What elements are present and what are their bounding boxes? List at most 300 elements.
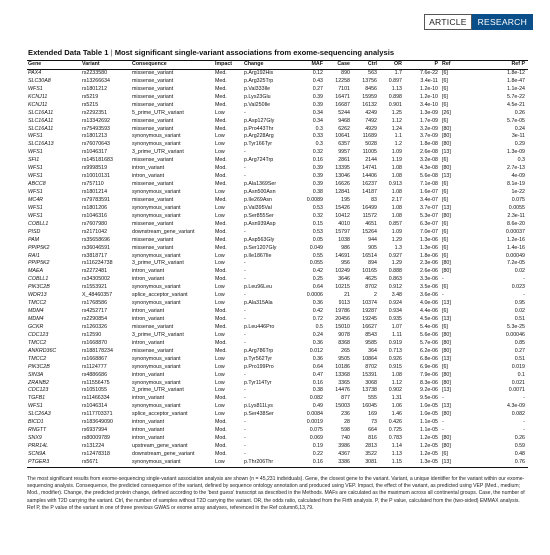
cell-maf: 0.0084 <box>306 411 323 418</box>
cell-ref-p: 8.1e-19 <box>507 181 525 188</box>
cell-ref: [13] <box>442 149 451 156</box>
cell-variant: rs1124777 <box>82 363 107 370</box>
cell-impact: Low <box>214 459 243 467</box>
cell-impact: Low <box>215 379 225 386</box>
cell-case: 12841 <box>335 189 350 195</box>
col-consequence: Consequence <box>131 61 214 70</box>
cell-p: 3.7e-09 <box>420 133 438 140</box>
cell-variant: rs10010131 <box>82 173 110 180</box>
cell-maf: 0.36 <box>312 300 323 307</box>
cell-or: 0.934 <box>388 308 402 315</box>
cell-case: 598 <box>341 427 350 434</box>
cell-or: 1.07 <box>391 323 402 330</box>
cell-or: 0.713 <box>388 347 402 354</box>
cell-variant: rs13342692 <box>82 117 110 124</box>
cell-p: 5.6e-06 <box>420 331 438 338</box>
cell-variant: rs80009789 <box>82 435 110 442</box>
cell-impact: Med. <box>215 85 227 92</box>
cell-consequence: upstream_gene_variant <box>132 443 188 449</box>
cell-variant: rs35658696 <box>82 236 110 243</box>
cell-impact: Med. <box>215 181 227 188</box>
cell-change: p.Val250Ile <box>244 101 271 108</box>
cell-change: - <box>244 292 246 299</box>
cell-ref: [6] <box>442 196 448 203</box>
cell-ctrl: 15391 <box>362 371 377 378</box>
cell-gene: SFI1 <box>28 157 40 164</box>
cell-gene: PAM <box>28 236 40 243</box>
cell-p: 6.8e-06 <box>420 355 438 362</box>
cell-p: 3.6e-06 <box>420 292 438 299</box>
cell-change: p.Arg724Trp <box>244 157 274 164</box>
cell-change: p.Ala1369Ser <box>244 181 277 188</box>
title-separator: | <box>110 48 113 57</box>
cell-change: - <box>244 149 246 156</box>
cell-ref: [6] <box>442 69 448 76</box>
cell-case: 15003 <box>335 403 350 410</box>
cell-maf: 0.32 <box>312 149 323 156</box>
cell-variant: rs117703371 <box>82 411 113 418</box>
cell-variant: rs145181683 <box>82 157 113 164</box>
cell-ctrl: 73 <box>371 419 377 426</box>
cell-change: p.Arg786Trp <box>244 347 274 354</box>
cell-impact: Med. <box>215 117 227 124</box>
cell-case: 13368 <box>335 371 350 378</box>
cell-ctrl: 14741 <box>362 165 377 172</box>
cell-or: 1.29 <box>391 236 402 243</box>
cell-impact: Mod. <box>215 165 227 172</box>
table-row <box>27 118 528 126</box>
cell-ref: - <box>442 292 444 299</box>
cell-impact: Low <box>215 284 225 291</box>
col-impact: Impact <box>214 61 243 70</box>
cell-case: 20456 <box>335 316 350 322</box>
cell-gene: CDC123 <box>28 331 49 338</box>
cell-case: 890 <box>341 69 350 76</box>
cell-case: 9505 <box>338 355 350 362</box>
cell-variant: rs116234738 <box>82 260 113 267</box>
cell-consequence: synonymous_variant <box>132 379 181 386</box>
cell-maf: 0.012 <box>309 347 323 354</box>
cell-impact: Med. <box>215 244 227 251</box>
cell-ref: [80] <box>442 212 451 219</box>
cell-consequence: intron_variant <box>132 427 165 434</box>
cell-ref: [26] <box>442 109 451 116</box>
cell-consequence: downstream_gene_variant <box>132 228 195 235</box>
cell-ctrl: 13756 <box>362 77 377 84</box>
cell-ref-p: 8.6e-20 <box>507 220 525 227</box>
cell-p: 1.3e-09 <box>420 109 438 116</box>
cell-change: p.Pro199Pro <box>244 363 274 370</box>
cell-ref-p: - <box>523 292 525 299</box>
table-row <box>27 69 528 77</box>
cell-ctrl: 16045 <box>362 403 377 410</box>
cell-ctrl: 816 <box>368 435 377 442</box>
cell-change: p.Arg228Arg <box>244 133 274 140</box>
cell-case: 16471 <box>335 93 350 100</box>
cell-gene: PRR14L <box>28 443 49 449</box>
cell-ref: [80] <box>442 435 451 442</box>
cell-case: 877 <box>341 395 350 402</box>
cell-p: 1.3e-06 <box>420 244 438 251</box>
cell-case: 265 <box>341 347 350 354</box>
cell-case: 195 <box>341 196 350 203</box>
cell-change: - <box>244 395 246 402</box>
cell-case: 16626 <box>335 181 350 188</box>
cell-variant: rs2292351 <box>82 109 108 116</box>
cell-case: 10412 <box>335 212 350 219</box>
cell-or: 1.25 <box>391 109 402 116</box>
cell-ref-p: 0.26 <box>514 109 525 116</box>
cell-variant: rs131224 <box>82 443 105 449</box>
cell-maf: 0.16 <box>312 157 323 164</box>
cell-ref-p: - <box>523 427 525 434</box>
cell-variant: rs2233580 <box>82 69 108 76</box>
cell-ref: - <box>442 395 444 402</box>
cell-consequence: missense_variant <box>132 181 174 188</box>
cell-gene: WFS1 <box>28 204 43 211</box>
cell-p: 3.7e-07 <box>420 204 438 211</box>
cell-change: p.Tyr166Tyr <box>244 141 272 148</box>
cell-impact: Low <box>215 141 225 148</box>
cell-ref: [6] <box>442 77 448 84</box>
cell-case: 3386 <box>326 459 353 467</box>
cell-gene: MC4R <box>28 196 44 203</box>
cell-variant: rs183649090 <box>82 419 113 426</box>
cell-consequence: intron_variant <box>132 276 165 283</box>
cell-maf: 0.24 <box>312 331 323 338</box>
cell-gene: SNX9 <box>28 435 42 442</box>
table-row <box>27 332 528 340</box>
cell-p: 4.3e-08 <box>420 165 438 172</box>
table-row <box>27 197 528 205</box>
cell-gene: SLC16A11 <box>28 117 54 124</box>
col-case: Case <box>326 61 353 70</box>
cell-p: 5.7e-06 <box>420 339 438 346</box>
cell-or: 1.12 <box>391 117 402 124</box>
cell-case: 986 <box>341 244 350 251</box>
table-row <box>27 94 528 102</box>
cell-impact: Low <box>215 387 225 394</box>
cell-consequence: missense_variant <box>132 347 174 354</box>
cell-ref-p: 1.8e-47 <box>507 77 525 84</box>
cell-maf: 0.39 <box>312 173 323 180</box>
cell-impact: Low <box>215 355 225 362</box>
table-row <box>27 403 528 411</box>
cell-or: 0.924 <box>388 300 402 307</box>
cell-p: 7.0e-07 <box>420 228 438 235</box>
cell-variant: rs12590 <box>82 331 102 338</box>
cell-ctrl: 13738 <box>362 387 377 394</box>
table-row <box>27 86 528 94</box>
cell-maf: 0.049 <box>309 244 323 251</box>
cell-case: 3365 <box>338 379 350 386</box>
cell-gene: TGFB1 <box>28 395 46 402</box>
cell-consequence: synonymous_variant <box>132 141 181 148</box>
cell-ref-p: 1.1e-24 <box>507 85 525 92</box>
table-row <box>27 316 528 324</box>
cell-consequence: splice_acceptor_variant <box>132 411 188 418</box>
cell-consequence: 3_prime_UTR_variant <box>132 149 184 156</box>
cell-p: 1.2e-05 <box>420 450 438 457</box>
cell-ref: [6] <box>442 363 448 370</box>
cell-consequence: missense_variant <box>132 236 174 243</box>
cell-ref-p: 2.7e-13 <box>507 165 525 172</box>
cell-ref: [13] <box>441 459 467 467</box>
cell-variant: rs1668867 <box>82 355 108 362</box>
cell-maf: 0.39 <box>312 93 323 100</box>
cell-change: p.Ile269Asn <box>244 196 272 203</box>
cell-impact: Mod. <box>215 419 227 426</box>
cell-ctrl: 19287 <box>362 308 377 315</box>
table-row <box>27 78 528 86</box>
cell-case: 14476 <box>335 387 350 394</box>
cell-ctrl: 3068 <box>365 379 377 386</box>
cell-maf: 0.22 <box>312 450 323 457</box>
cell-ref-p: 0.95 <box>514 300 525 307</box>
cell-or: 1.19 <box>391 157 402 164</box>
cell-gene: SLC26A3 <box>28 411 51 418</box>
cell-maf: 0.47 <box>312 371 323 378</box>
cell-maf: 0.25 <box>312 276 323 283</box>
col-change: Change <box>243 61 301 70</box>
cell-consequence: missense_variant <box>132 244 174 251</box>
cell-or: 0.902 <box>388 387 402 394</box>
cell-ctrl: 664 <box>368 427 377 434</box>
cell-change: p.Val333Ile <box>244 85 271 92</box>
cell-gene: WFS1 <box>28 189 43 195</box>
cell-maf: 0.34 <box>312 109 323 116</box>
cell-gene: SLC16A11 <box>28 125 54 132</box>
results-table <box>27 60 528 468</box>
cell-ref: [80] <box>442 443 451 449</box>
cell-maf: 0.38 <box>312 387 323 394</box>
table-row <box>27 276 528 284</box>
table-row <box>27 221 528 229</box>
cell-consequence: 3_prime_UTR_variant <box>132 331 184 338</box>
cell-gene: PPIP5K2 <box>28 260 50 267</box>
cell-p: 1.2e-05 <box>420 443 438 449</box>
cell-p: 2.6e-06 <box>420 268 438 275</box>
table-row <box>27 229 528 237</box>
cell-ctrl: 11572 <box>362 212 377 219</box>
cell-gene: WFS1 <box>28 165 43 172</box>
cell-or: 1.08 <box>391 212 402 219</box>
cell-maf: 0.16 <box>301 459 326 467</box>
cell-impact: Mod. <box>215 308 227 315</box>
cell-case: 8368 <box>338 339 350 346</box>
cell-ref: [6] <box>442 189 448 195</box>
cell-maf: 0.05 <box>312 236 323 243</box>
cell-or: 0.913 <box>388 181 402 188</box>
cell-gene: RNGTT <box>28 427 47 434</box>
cell-gene: MDM4 <box>28 316 44 322</box>
cell-maf: 0.12 <box>312 69 323 76</box>
table-row <box>27 300 528 308</box>
cell-ctrl: 16499 <box>362 204 377 211</box>
cell-consequence: missense_variant <box>132 85 174 92</box>
cell-or: 1.3 <box>394 244 402 251</box>
cell-gene: WFS1 <box>28 149 43 156</box>
cell-case: 6357 <box>338 141 350 148</box>
cell-p: 3.4e-10 <box>420 101 438 108</box>
cell-gene: WFS1 <box>28 403 43 410</box>
cell-gene: COBLL1 <box>28 276 49 283</box>
cell-consequence: synonymous_variant <box>132 189 181 195</box>
cell-gene: PPIP5K2 <box>28 244 50 251</box>
cell-p: 2.6e-08 <box>420 149 438 156</box>
cell-variant: rs5671 <box>81 459 131 467</box>
cell-impact: Low <box>215 300 225 307</box>
cell-consequence: splice_acceptor_variant <box>132 292 188 299</box>
cell-ref-p: 0.3 <box>517 157 525 164</box>
cell-variant: rs1801213 <box>82 133 108 140</box>
cell-variant: rs1801212 <box>82 85 108 92</box>
cell-change: p.Lys811Lys <box>244 403 273 410</box>
cell-change: p.Arg325Trp <box>244 77 274 84</box>
table-row <box>27 308 528 316</box>
cell-maf: 0.53 <box>312 204 323 211</box>
cell-change: - <box>244 435 246 442</box>
cell-change: - <box>244 371 246 378</box>
cell-p: 3.3e-06 <box>420 276 438 283</box>
cell-or: 1.15 <box>380 459 405 467</box>
cell-change: - <box>244 260 246 267</box>
cell-ref: [6] <box>442 85 448 92</box>
cell-gene: WFS1 <box>28 173 43 180</box>
cell-p: 7.9e-06 <box>420 371 438 378</box>
cell-impact: Mod. <box>215 316 227 322</box>
cell-case: 12258 <box>335 77 350 84</box>
table-row <box>27 387 528 395</box>
cell-gene: SIN3A <box>28 371 44 378</box>
table-title-main: Extended Data Table 1 <box>28 48 109 57</box>
cell-or: 1.08 <box>391 173 402 180</box>
cell-ref: [80] <box>442 260 451 267</box>
table-title-subtitle: Most significant single-variant associations from exome-sequencing analysis <box>114 48 395 57</box>
cell-ref-p: 0.27 <box>514 347 525 354</box>
cell-consequence: missense_variant <box>132 69 174 76</box>
cell-ref: [80] <box>442 347 451 354</box>
cell-impact: Low <box>215 189 225 195</box>
cell-impact: Low <box>215 363 225 370</box>
cell-p: 1.2e-05 <box>420 435 438 442</box>
cell-impact: Med. <box>215 157 227 164</box>
cell-consequence: intron_variant <box>132 308 165 315</box>
cell-variant: rs757110 <box>82 181 104 188</box>
cell-variant: rs2272481 <box>82 268 108 275</box>
cell-variant: rs75493593 <box>82 125 110 132</box>
cell-change: - <box>244 419 246 426</box>
cell-ref: [80] <box>442 125 451 132</box>
cell-consequence: synonymous_variant <box>132 212 181 219</box>
cell-ctrl: 555 <box>368 395 377 402</box>
cell-or: 0.888 <box>388 268 402 275</box>
cell-consequence: 3_prime_UTR_variant <box>132 260 184 267</box>
cell-ref: [6] <box>442 236 448 243</box>
cell-or: 0.912 <box>388 284 402 291</box>
cell-ref-p: 5.3e-25 <box>507 323 525 330</box>
cell-ref-p: 0.0071 <box>508 387 525 394</box>
cell-or: 1.06 <box>391 403 402 410</box>
cell-change: p.Thr206Thr <box>243 459 301 467</box>
cell-variant: rs1260326 <box>82 323 108 330</box>
cell-ref: [80] <box>442 379 451 386</box>
cell-impact: Low <box>215 411 225 418</box>
cell-ctrl: 4651 <box>365 220 377 227</box>
cell-ref: [6] <box>442 93 448 100</box>
cell-ctrl: 8702 <box>365 363 377 370</box>
cell-consequence: synonymous_variant <box>132 403 181 410</box>
cell-ref-p: 0.85 <box>514 339 525 346</box>
cell-or: 0.901 <box>388 101 402 108</box>
cell-variant: rs79783591 <box>82 196 110 203</box>
cell-case: 10249 <box>335 268 350 275</box>
cell-ref-p: 0.021 <box>511 379 525 386</box>
cell-p: 1.3e-06 <box>420 236 438 243</box>
cell-p: 3.5e-06 <box>420 284 438 291</box>
cell-p: 2.3e-06 <box>420 260 438 267</box>
cell-ref: [80] <box>442 165 451 172</box>
cell-variant: rs6937994 <box>82 427 108 434</box>
cell-ref-p: 1.4e-16 <box>507 244 525 251</box>
col-p: P <box>405 61 441 70</box>
cell-ref-p: - <box>523 276 525 283</box>
cell-or: 0.927 <box>388 252 402 259</box>
cell-case: 4010 <box>338 220 350 227</box>
cell-impact: Low <box>215 371 225 378</box>
cell-gene: ZRANB2 <box>28 379 49 386</box>
cell-change: p.Ala315Ala <box>244 300 273 307</box>
cell-ref-p: 0.00046 <box>505 331 525 338</box>
cell-maf: 0.34 <box>312 117 323 124</box>
cell-ref-p: 0.0055 <box>508 204 525 211</box>
cell-maf: 0.64 <box>312 363 323 370</box>
col-ctrl: Ctrl <box>353 61 380 70</box>
cell-gene: PIK3C2B <box>28 363 50 370</box>
cell-p: 7.1e-08 <box>420 181 438 188</box>
cell-variant: rs12478318 <box>82 450 110 457</box>
cell-maf: 0.0089 <box>306 196 323 203</box>
cell-ctrl: 16514 <box>362 252 377 259</box>
table-row <box>27 181 528 189</box>
cell-case: 10215 <box>335 284 350 291</box>
cell-variant: rs4886686 <box>82 371 108 378</box>
cell-gene: TMCC2 <box>28 339 47 346</box>
table-row <box>27 411 528 419</box>
cell-ref: [13] <box>442 173 451 180</box>
cell-ref: [13] <box>442 300 451 307</box>
cell-p: 1.7e-09 <box>420 117 438 124</box>
cell-variant: rs36046591 <box>82 244 110 251</box>
cell-change: - <box>244 308 246 315</box>
table-row <box>27 356 528 364</box>
cell-or: 0.935 <box>388 316 402 322</box>
cell-maf: 0.55 <box>312 252 323 259</box>
cell-consequence: missense_variant <box>132 93 174 100</box>
cell-variant: rs2171042 <box>82 228 108 235</box>
cell-variant: rs11556475 <box>82 379 110 386</box>
cell-ctrl: 2 <box>374 292 377 299</box>
cell-p: 1.3e-05 <box>405 459 441 467</box>
cell-maf: 0.36 <box>312 339 323 346</box>
cell-maf: 0.53 <box>312 228 323 235</box>
cell-impact: Mod. <box>215 228 227 235</box>
cell-p: 3.2e-09 <box>420 125 438 132</box>
cell-change: p.Lys23Glu <box>244 93 271 100</box>
cell-gene: PIK3C2B <box>28 284 50 291</box>
cell-impact: Mod. <box>215 268 227 275</box>
cell-variant: rs2290854 <box>82 316 108 322</box>
